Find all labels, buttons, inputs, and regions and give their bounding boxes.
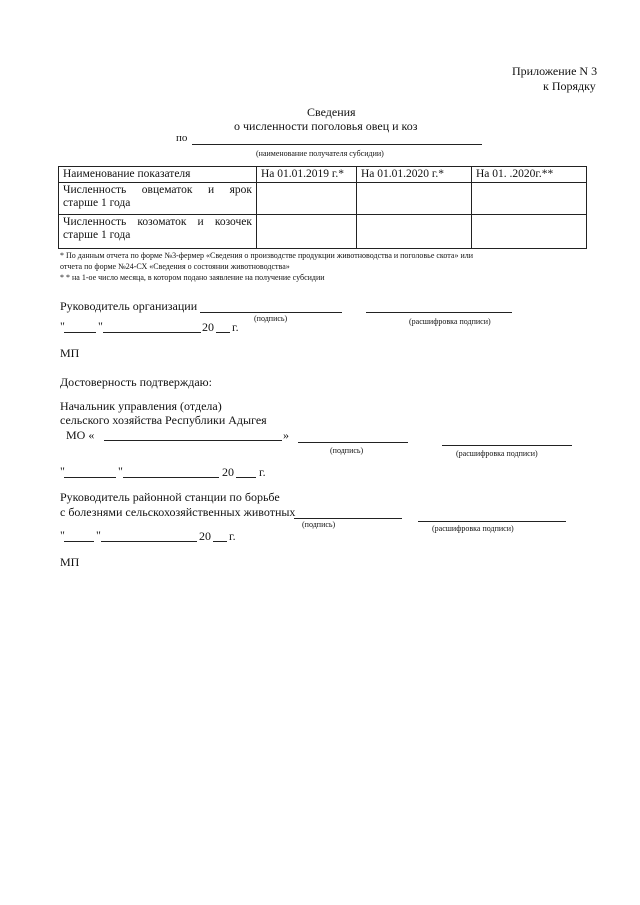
org-head-sig-caption: (подпись) bbox=[254, 314, 288, 323]
org-head-signature-line bbox=[200, 312, 342, 313]
document-subtitle: о численности поголовья овец и коз bbox=[234, 119, 418, 133]
dept-head-sig-caption: (подпись) bbox=[330, 446, 364, 455]
document-title: Сведения bbox=[307, 105, 356, 119]
data-cell bbox=[257, 215, 357, 249]
data-cell bbox=[472, 183, 587, 215]
data-cell bbox=[472, 215, 587, 249]
station-head-decode-caption: (расшифровка подписи) bbox=[432, 524, 514, 533]
header-cell: На 01. .2020г.** bbox=[472, 167, 587, 183]
date-quote-open: " bbox=[60, 528, 65, 542]
stamp-place: МП bbox=[60, 555, 80, 569]
dept-head-title-cont: сельского хозяйства Республики Адыгея bbox=[60, 413, 267, 427]
date-year-line bbox=[216, 332, 230, 333]
date-day-line bbox=[64, 541, 94, 542]
row-label-line: старше 1 года bbox=[63, 229, 131, 241]
date-day-line bbox=[64, 477, 116, 478]
org-head-decode-caption: (расшифровка подписи) bbox=[409, 317, 491, 326]
data-cell bbox=[357, 183, 472, 215]
row-label-line: старше 1 года bbox=[63, 197, 131, 209]
date-year-prefix: 20 bbox=[199, 529, 211, 543]
date-year-prefix: 20 bbox=[202, 320, 214, 334]
dept-head-decode-line bbox=[442, 445, 572, 446]
org-head-decode-line bbox=[366, 312, 512, 313]
date-year-prefix: 20 bbox=[222, 465, 234, 479]
header-cell: На 01.01.2020 г.* bbox=[357, 167, 472, 183]
date-quote-close: " bbox=[118, 464, 123, 478]
dept-head-signature-line bbox=[298, 442, 408, 443]
row-label-line: Численность козоматок и козочек bbox=[63, 216, 252, 228]
org-head-label: Руководитель организации bbox=[60, 299, 198, 313]
date-month-line bbox=[103, 332, 201, 333]
station-head-title: Руководитель районной станции по борьбе bbox=[60, 490, 280, 504]
po-label: по bbox=[176, 132, 188, 144]
dept-head-decode-caption: (расшифровка подписи) bbox=[456, 449, 538, 458]
station-head-decode-line bbox=[418, 521, 566, 522]
mo-suffix: » bbox=[283, 428, 289, 442]
date-day-line bbox=[64, 332, 96, 333]
station-head-title-cont: с болезнями сельскохозяйственных животных bbox=[60, 505, 296, 519]
station-head-sig-caption: (подпись) bbox=[302, 520, 336, 529]
row-label-line: Численность овцематок и ярок bbox=[63, 184, 252, 196]
date-quote-open: " bbox=[60, 319, 65, 333]
row-label bbox=[59, 183, 257, 215]
date-year-line bbox=[236, 477, 256, 478]
row-label bbox=[59, 215, 257, 249]
mo-prefix: МО « bbox=[66, 428, 95, 442]
table-row bbox=[59, 183, 587, 215]
livestock-table bbox=[58, 166, 587, 249]
date-quote-close: " bbox=[98, 319, 103, 333]
table-header-row bbox=[59, 167, 587, 183]
data-cell bbox=[257, 183, 357, 215]
footnote-1: * По данным отчета по форме №3-фермер «Сведения о производстве продукции животноводства и поголовье скота» или bbox=[60, 251, 473, 260]
date-quote-open: " bbox=[60, 464, 65, 478]
appendix-number: Приложение N 3 bbox=[512, 64, 598, 78]
header-cell: На 01.01.2019 г.* bbox=[257, 167, 357, 183]
header-cell: Наименование показателя bbox=[59, 167, 257, 183]
recipient-line bbox=[192, 144, 482, 145]
data-cell bbox=[357, 215, 472, 249]
station-head-signature-line bbox=[294, 518, 402, 519]
dept-head-title: Начальник управления (отдела) bbox=[60, 399, 222, 413]
appendix-reference: к Порядку bbox=[543, 79, 596, 93]
date-month-line bbox=[123, 477, 219, 478]
mo-name-line bbox=[104, 440, 282, 441]
date-quote-close: " bbox=[96, 528, 101, 542]
recipient-caption: (наименование получателя субсидии) bbox=[256, 149, 384, 158]
date-year-suffix: г. bbox=[229, 529, 236, 543]
footnote-1-cont: отчета по форме №24-СХ «Сведения о состоянии животноводства» bbox=[60, 262, 290, 271]
table-row bbox=[59, 215, 587, 249]
date-year-suffix: г. bbox=[259, 465, 266, 479]
confirm-label: Достоверность подтверждаю: bbox=[60, 375, 212, 389]
footnote-2: * * на 1-ое число месяца, в котором подано заявление на получение субсидии bbox=[60, 273, 325, 282]
date-year-suffix: г. bbox=[232, 320, 239, 334]
date-month-line bbox=[101, 541, 197, 542]
stamp-place: МП bbox=[60, 346, 80, 360]
date-year-line bbox=[213, 541, 227, 542]
